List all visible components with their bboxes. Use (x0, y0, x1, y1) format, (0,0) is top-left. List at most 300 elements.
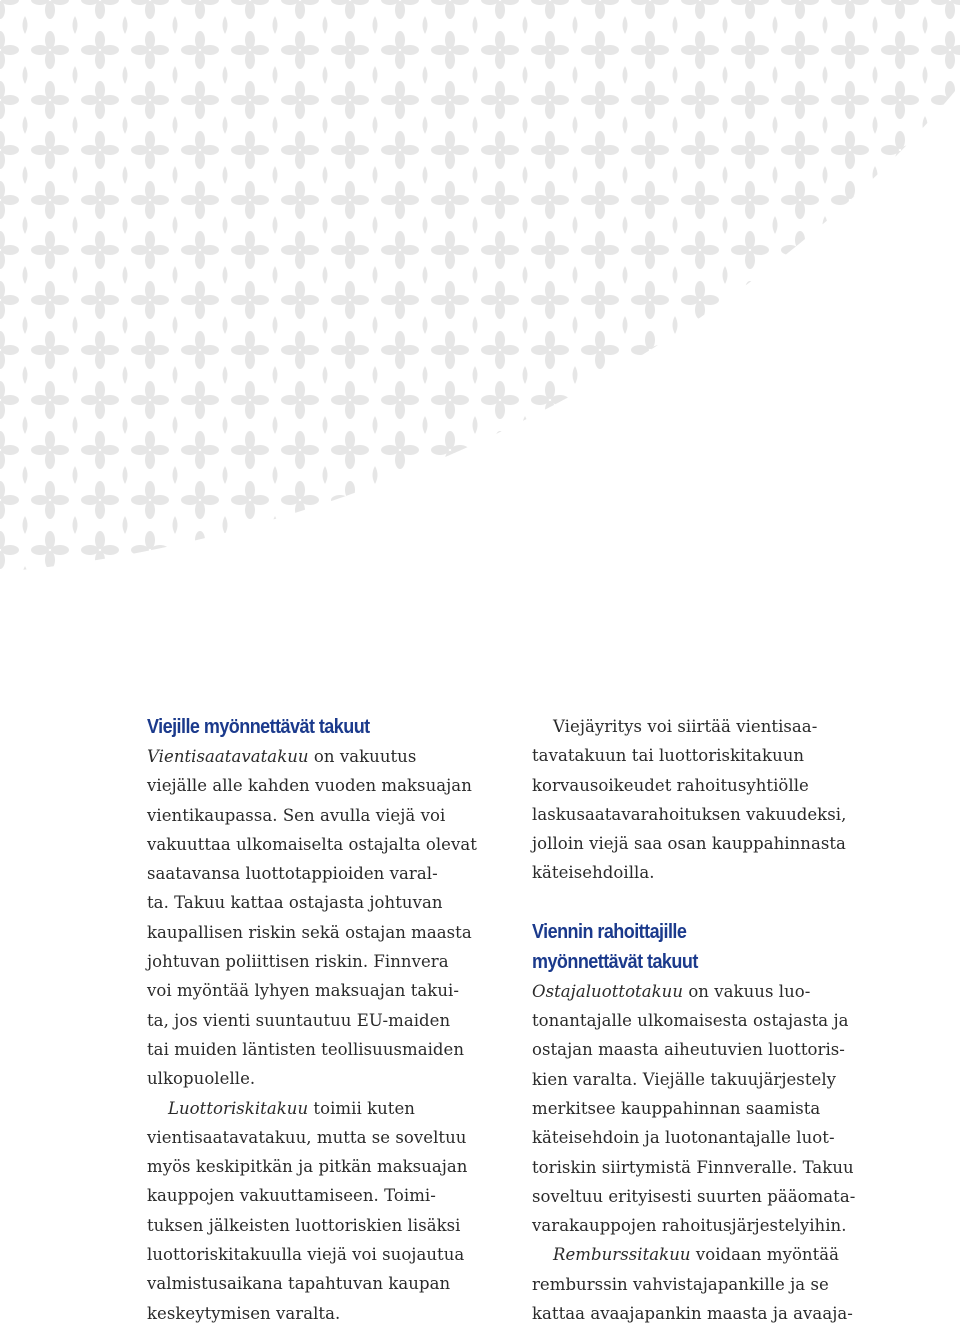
pattern-dot (23, 66, 28, 84)
pattern-dot (323, 316, 328, 334)
pattern-petal (751, 395, 769, 405)
pattern-dot (23, 466, 28, 484)
pattern-petal (695, 151, 705, 169)
pattern-petal (945, 481, 955, 499)
pattern-dot (173, 116, 178, 134)
pattern-petal (601, 395, 619, 405)
pattern-petal (95, 381, 105, 399)
pattern-dot (273, 466, 278, 484)
pattern-petal (495, 381, 505, 399)
pattern-dot (923, 566, 928, 584)
pattern-petal (545, 351, 555, 369)
pattern-dot (423, 466, 428, 484)
pattern-petal (695, 451, 705, 469)
pattern-petal (301, 445, 319, 455)
pattern-petal (145, 201, 155, 219)
pattern-petal (151, 595, 169, 600)
pattern-petal (395, 281, 405, 299)
pattern-petal (331, 395, 349, 405)
pattern-petal (431, 45, 449, 55)
pattern-petal (431, 395, 449, 405)
pattern-petal (595, 201, 605, 219)
pattern-petal (895, 31, 905, 49)
pattern-petal (681, 245, 699, 255)
pattern-petal (81, 395, 99, 405)
pattern-dot (323, 116, 328, 134)
pattern-petal (945, 31, 955, 49)
pattern-dot (323, 366, 328, 384)
pattern-petal (645, 51, 655, 69)
pattern-petal (131, 145, 149, 155)
pattern-petal (845, 551, 855, 569)
pattern-petal (95, 351, 105, 369)
pattern-dot (773, 516, 778, 534)
pattern-petal (581, 345, 599, 355)
pattern-petal (745, 251, 755, 269)
pattern-petal (151, 195, 169, 205)
pattern-petal (581, 445, 599, 455)
pattern-petal (795, 301, 805, 319)
pattern-petal (95, 401, 105, 419)
pattern-petal (751, 495, 769, 505)
pattern-petal (601, 595, 619, 600)
pattern-petal (595, 301, 605, 319)
line-text: remburssin vahvistajapankille ja se (532, 1274, 829, 1294)
pattern-petal (45, 101, 55, 119)
pattern-petal (745, 381, 755, 399)
pattern-petal (645, 401, 655, 419)
pattern-petal (601, 345, 619, 355)
pattern-petal (895, 531, 905, 549)
pattern-petal (651, 445, 669, 455)
pattern-petal (551, 45, 569, 55)
pattern-petal (281, 395, 299, 405)
pattern-dot (423, 416, 428, 434)
pattern-petal (295, 581, 305, 599)
pattern-dot (723, 366, 728, 384)
pattern-petal (395, 181, 405, 199)
pattern-petal (351, 595, 369, 600)
pattern-petal (701, 595, 719, 600)
pattern-petal (895, 131, 905, 149)
pattern-petal (701, 545, 719, 555)
pattern-petal (495, 181, 505, 199)
pattern-petal (481, 295, 499, 305)
pattern-petal (95, 251, 105, 269)
pattern-petal (695, 281, 705, 299)
pattern-petal (495, 401, 505, 419)
pattern-petal (445, 401, 455, 419)
pattern-petal (131, 245, 149, 255)
pattern-petal (51, 45, 69, 55)
pattern-petal (695, 331, 705, 349)
pattern-petal (945, 451, 955, 469)
pattern-petal (381, 45, 399, 55)
pattern-petal (101, 395, 119, 405)
pattern-petal (95, 451, 105, 469)
pattern-petal (431, 245, 449, 255)
pattern-dot (323, 66, 328, 84)
pattern-dot (523, 216, 528, 234)
pattern-petal (201, 395, 219, 405)
pattern-petal (681, 345, 699, 355)
pattern-dot (123, 216, 128, 234)
line-text: soveltuu erityisesti suurten pääomata- (532, 1186, 856, 1206)
pattern-petal (345, 431, 355, 449)
pattern-petal (731, 145, 749, 155)
pattern-dot (123, 66, 128, 84)
pattern-petal (481, 45, 499, 55)
pattern-petal (445, 201, 455, 219)
pattern-petal (145, 281, 155, 299)
pattern-petal (345, 151, 355, 169)
pattern-petal (1, 245, 19, 255)
pattern-dot (573, 316, 578, 334)
pattern-petal (295, 451, 305, 469)
pattern-petal (381, 195, 399, 205)
pattern-petal (901, 445, 919, 455)
pattern-petal (245, 251, 255, 269)
pattern-dot (873, 166, 878, 184)
pattern-petal (745, 301, 755, 319)
pattern-dot (823, 416, 828, 434)
pattern-petal (251, 395, 269, 405)
pattern-petal (695, 581, 705, 599)
pattern-petal (851, 595, 869, 600)
pattern-petal (501, 495, 519, 505)
pattern-dot (473, 66, 478, 84)
pattern-petal (781, 345, 799, 355)
pattern-petal (1, 95, 19, 105)
pattern-dot (423, 166, 428, 184)
pattern-petal (95, 581, 105, 599)
pattern-petal (481, 595, 499, 600)
pattern-petal (501, 545, 519, 555)
pattern-dot (123, 466, 128, 484)
pattern-petal (345, 351, 355, 369)
line-text: tonantajalle ulkomaisesta ostajasta ja (532, 1011, 849, 1031)
pattern-petal (831, 345, 849, 355)
section-heading-exporters: Viejille myönnettävät takuut (147, 716, 370, 738)
pattern-dot (473, 466, 478, 484)
pattern-petal (745, 51, 755, 69)
pattern-petal (851, 45, 869, 55)
line-text: viejälle alle kahden vuoden maksuajan (147, 776, 472, 796)
pattern-dot (523, 116, 528, 134)
pattern-dot (623, 216, 628, 234)
pattern-petal (845, 351, 855, 369)
pattern-petal (345, 451, 355, 469)
pattern-petal (481, 245, 499, 255)
pattern-petal (301, 195, 319, 205)
pattern-petal (645, 581, 655, 599)
pattern-petal (945, 1, 955, 19)
pattern-petal (745, 281, 755, 299)
pattern-petal (451, 145, 469, 155)
pattern-petal (531, 45, 549, 55)
pattern-petal (201, 145, 219, 155)
pattern-petal (31, 145, 49, 155)
pattern-petal (395, 231, 405, 249)
pattern-petal (645, 131, 655, 149)
pattern-petal (445, 101, 455, 119)
pattern-petal (745, 551, 755, 569)
pattern-petal (781, 45, 799, 55)
pattern-dot (573, 516, 578, 534)
pattern-petal (695, 401, 705, 419)
pattern-petal (81, 345, 99, 355)
pattern-petal (295, 281, 305, 299)
pattern-petal (281, 295, 299, 305)
pattern-petal (301, 145, 319, 155)
line-text: tavatakuun tai luottoriskitakuun (532, 746, 805, 766)
pattern-petal (201, 495, 219, 505)
text-line (532, 1065, 892, 1094)
pattern-petal (131, 295, 149, 305)
pattern-petal (395, 531, 405, 549)
pattern-petal (695, 81, 705, 99)
pattern-petal (531, 445, 549, 455)
pattern-petal (281, 195, 299, 205)
pattern-petal (145, 331, 155, 349)
pattern-petal (795, 481, 805, 499)
pattern-petal (851, 95, 869, 105)
pattern-petal (945, 231, 955, 249)
pattern-petal (31, 195, 49, 205)
pattern-petal (881, 195, 899, 205)
pattern-dot (123, 566, 128, 584)
pattern-petal (881, 45, 899, 55)
pattern-petal (245, 351, 255, 369)
pattern-petal (795, 101, 805, 119)
pattern-petal (645, 1, 655, 19)
pattern-petal (595, 251, 605, 269)
pattern-petal (245, 1, 255, 19)
pattern-dot (73, 316, 78, 334)
pattern-petal (731, 195, 749, 205)
pattern-petal (45, 451, 55, 469)
pattern-petal (795, 501, 805, 519)
pattern-petal (251, 145, 269, 155)
pattern-petal (845, 481, 855, 499)
pattern-petal (45, 301, 55, 319)
pattern-petal (281, 445, 299, 455)
pattern-petal (781, 195, 799, 205)
pattern-petal (645, 231, 655, 249)
pattern-petal (631, 145, 649, 155)
pattern-petal (701, 295, 719, 305)
pattern-petal (201, 595, 219, 600)
pattern-dot (373, 266, 378, 284)
pattern-petal (501, 145, 519, 155)
pattern-petal (45, 551, 55, 569)
pattern-petal (145, 301, 155, 319)
pattern-dot (373, 66, 378, 84)
pattern-dot (623, 316, 628, 334)
pattern-petal (595, 401, 605, 419)
pattern-dot (773, 66, 778, 84)
pattern-petal (945, 281, 955, 299)
pattern-dot (823, 466, 828, 484)
pattern-petal (495, 151, 505, 169)
pattern-petal (201, 295, 219, 305)
pattern-petal (745, 451, 755, 469)
pattern-dot (273, 216, 278, 234)
left-column (147, 712, 507, 1328)
pattern-dot (423, 116, 428, 134)
pattern-dot (823, 516, 828, 534)
pattern-petal (595, 431, 605, 449)
pattern-petal (895, 101, 905, 119)
pattern-petal (331, 245, 349, 255)
pattern-petal (445, 331, 455, 349)
pattern-petal (731, 545, 749, 555)
pattern-dot (673, 266, 678, 284)
pattern-petal (345, 231, 355, 249)
pattern-petal (445, 431, 455, 449)
pattern-petal (831, 595, 849, 600)
pattern-petal (631, 395, 649, 405)
pattern-dot (823, 316, 828, 334)
pattern-petal (595, 351, 605, 369)
pattern-petal (245, 501, 255, 519)
pattern-petal (245, 301, 255, 319)
pattern-petal (1, 195, 19, 205)
pattern-petal (145, 1, 155, 19)
pattern-petal (901, 595, 919, 600)
pattern-petal (131, 45, 149, 55)
pattern-petal (201, 545, 219, 555)
pattern-dot (523, 516, 528, 534)
pattern-petal (145, 481, 155, 499)
pattern-petal (631, 495, 649, 505)
pattern-petal (45, 481, 55, 499)
text-line (147, 1123, 507, 1152)
pattern-petal (395, 251, 405, 269)
pattern-petal (495, 81, 505, 99)
pattern-petal (645, 381, 655, 399)
pattern-petal (195, 131, 205, 149)
pattern-petal (95, 1, 105, 19)
pattern-petal (845, 381, 855, 399)
pattern-petal (431, 545, 449, 555)
pattern-dot (73, 16, 78, 34)
pattern-petal (645, 251, 655, 269)
pattern-petal (651, 195, 669, 205)
pattern-petal (181, 495, 199, 505)
pattern-petal (345, 381, 355, 399)
line-text: käteisehdoilla. (532, 863, 655, 883)
pattern-dot (723, 166, 728, 184)
pattern-dot (673, 116, 678, 134)
pattern-petal (545, 131, 555, 149)
pattern-petal (345, 131, 355, 149)
pattern-petal (381, 545, 399, 555)
pattern-petal (831, 95, 849, 105)
pattern-petal (781, 395, 799, 405)
pattern-dot (273, 516, 278, 534)
pattern-petal (445, 301, 455, 319)
pattern-petal (545, 281, 555, 299)
pattern-dot (423, 316, 428, 334)
pattern-petal (431, 145, 449, 155)
pattern-dot (873, 516, 878, 534)
pattern-petal (345, 31, 355, 49)
pattern-petal (531, 295, 549, 305)
pattern-dot (323, 466, 328, 484)
text-line (532, 1211, 892, 1240)
pattern-petal (731, 495, 749, 505)
pattern-dot (923, 216, 928, 234)
pattern-petal (81, 195, 99, 205)
pattern-petal (195, 551, 205, 569)
pattern-petal (295, 531, 305, 549)
pattern-petal (895, 551, 905, 569)
pattern-petal (745, 431, 755, 449)
line-text: on vakuutus (308, 747, 417, 766)
pattern-petal (131, 395, 149, 405)
pattern-petal (345, 401, 355, 419)
pattern-petal (851, 445, 869, 455)
pattern-dot (523, 266, 528, 284)
pattern-dot (173, 316, 178, 334)
pattern-petal (531, 145, 549, 155)
pattern-petal (495, 431, 505, 449)
pattern-petal (31, 245, 49, 255)
pattern-petal (601, 195, 619, 205)
text-line (532, 858, 892, 887)
text-line (147, 947, 507, 976)
pattern-dot (773, 166, 778, 184)
pattern-dot (673, 316, 678, 334)
line-text: saatavansa luottotappioiden varal- (147, 864, 438, 884)
pattern-petal (151, 445, 169, 455)
pattern-petal (231, 145, 249, 155)
pattern-petal (495, 101, 505, 119)
pattern-petal (481, 145, 499, 155)
pattern-petal (851, 495, 869, 505)
pattern-petal (945, 101, 955, 119)
pattern-petal (751, 95, 769, 105)
pattern-petal (951, 495, 960, 505)
pattern-dot (823, 16, 828, 34)
pattern-petal (151, 245, 169, 255)
pattern-petal (651, 145, 669, 155)
line-text: kauppojen vakuuttamiseen. Toimi- (147, 1186, 436, 1206)
pattern-petal (951, 445, 960, 455)
pattern-dot (223, 216, 228, 234)
pattern-petal (195, 431, 205, 449)
pattern-dot (423, 366, 428, 384)
pattern-petal (95, 281, 105, 299)
pattern-petal (45, 251, 55, 269)
pattern-petal (145, 51, 155, 69)
pattern-petal (101, 495, 119, 505)
pattern-petal (101, 445, 119, 455)
pattern-petal (251, 345, 269, 355)
pattern-petal (101, 245, 119, 255)
line-text: tai muiden läntisten teollisuusmaiden (147, 1039, 465, 1059)
pattern-petal (331, 495, 349, 505)
pattern-dot (273, 266, 278, 284)
text-line (147, 1269, 507, 1298)
pattern-petal (545, 451, 555, 469)
pattern-dot (273, 566, 278, 584)
pattern-dot (373, 216, 378, 234)
pattern-petal (345, 181, 355, 199)
pattern-dot (673, 516, 678, 534)
pattern-petal (151, 545, 169, 555)
